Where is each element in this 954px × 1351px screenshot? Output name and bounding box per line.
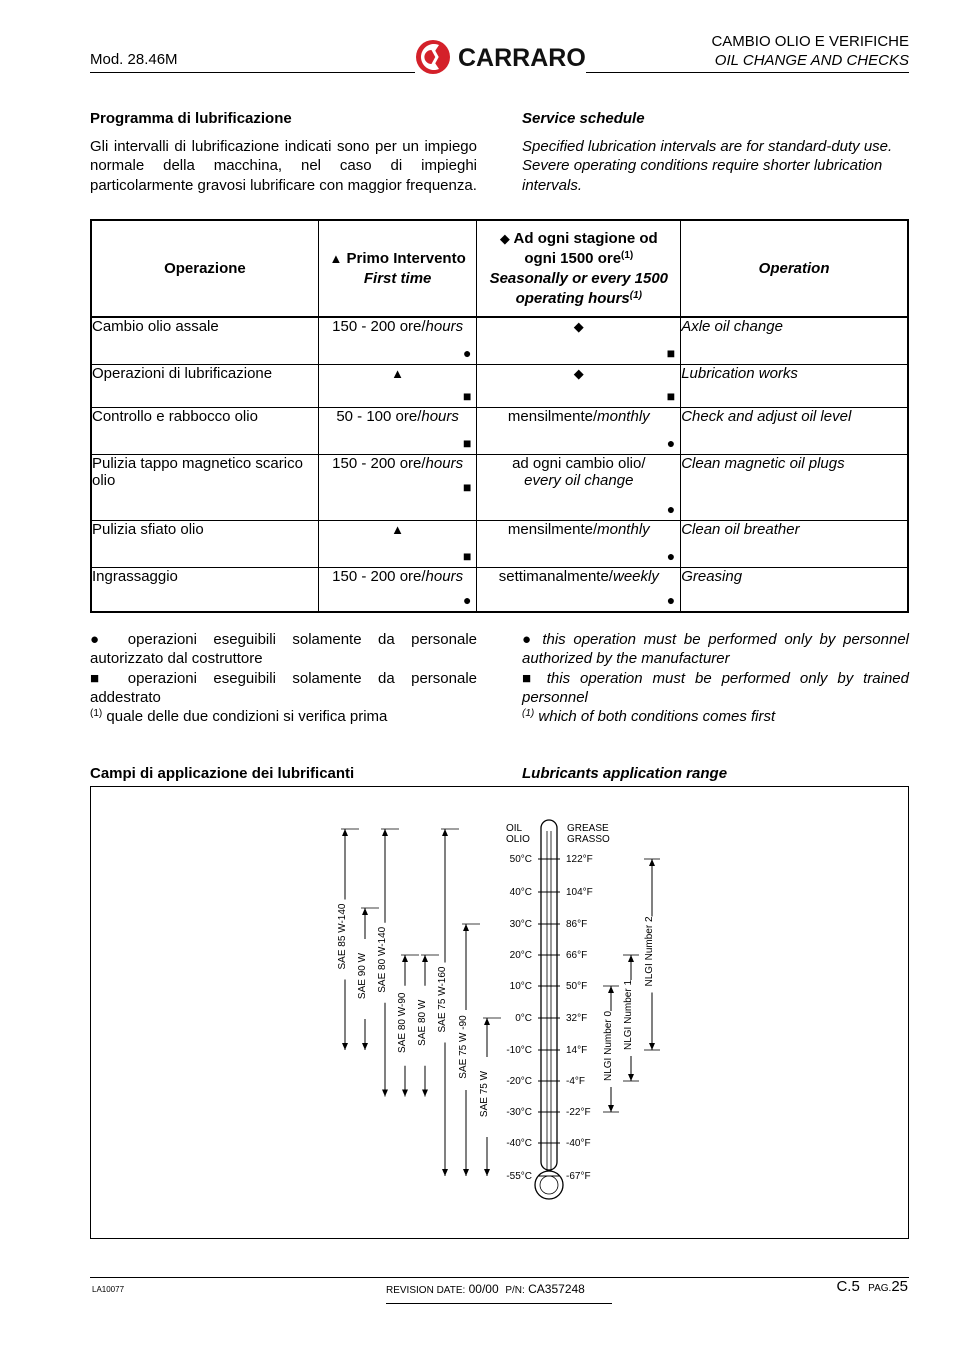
lubricants-heading-en: Lubricants application range bbox=[522, 765, 728, 782]
celsius-label: -30°C bbox=[506, 1107, 532, 1118]
celsius-label: 20°C bbox=[509, 950, 532, 961]
oil-grade-label: SAE 85 W-140 bbox=[337, 903, 348, 970]
document-code: LA10077 bbox=[92, 1285, 125, 1294]
header-title-en: OIL CHANGE AND CHECKS bbox=[714, 52, 909, 69]
first-label-en: First time bbox=[363, 269, 432, 287]
op-en-cell: Lubrication works bbox=[681, 364, 908, 407]
thermometer-bulb-inner bbox=[540, 1176, 558, 1194]
schedule-heading-it: Programma di lubrificazione bbox=[90, 110, 292, 127]
page-value: 25 bbox=[891, 1278, 908, 1295]
arrow-down-icon bbox=[402, 1090, 408, 1097]
circle-mark-icon: ● bbox=[666, 500, 676, 517]
brand-name: CARRARO bbox=[458, 44, 586, 72]
season-value-en: monthly bbox=[597, 407, 650, 425]
thermometer-tube bbox=[541, 820, 557, 1170]
season-cell bbox=[477, 407, 681, 454]
first-value-en: hours bbox=[421, 407, 459, 425]
arrow-down-icon bbox=[484, 1169, 490, 1176]
diamond-icon: ◆ bbox=[573, 365, 584, 381]
square-mark-icon: ■ bbox=[462, 547, 472, 564]
season-value: mensilmente/ bbox=[507, 407, 598, 425]
grease-label-1: GREASE bbox=[567, 823, 609, 834]
footnote-marker: (1) bbox=[621, 249, 634, 261]
footnote-marker: (1) bbox=[90, 708, 103, 720]
triangle-icon: ▲ bbox=[391, 521, 405, 537]
note-en-authorized: ● this operation must be performed only by personnel authorized by the manufacturer bbox=[522, 631, 909, 668]
first-cell bbox=[318, 454, 477, 520]
celsius-label: 50°C bbox=[509, 854, 532, 865]
op-it-cell: Cambio olio assale bbox=[91, 317, 318, 364]
first-cell bbox=[318, 317, 477, 364]
col-header-operazione bbox=[91, 220, 318, 317]
celsius-label: 40°C bbox=[509, 887, 532, 898]
grease-label-2: GRASSO bbox=[567, 834, 610, 845]
note-it-footnote bbox=[90, 707, 477, 726]
schedule-heading-en: Service schedule bbox=[522, 110, 645, 127]
footnote-marker: (1) bbox=[522, 708, 535, 720]
op-it-cell: Pulizia sfiato olio bbox=[91, 520, 318, 567]
carraro-logo bbox=[414, 36, 586, 78]
season-cell bbox=[477, 454, 681, 520]
revision-rule bbox=[386, 1303, 612, 1304]
season-value: settimanalmente/ bbox=[498, 567, 613, 585]
table-row bbox=[91, 567, 908, 612]
arrow-up-icon bbox=[382, 829, 388, 836]
lubricants-chart bbox=[91, 787, 908, 1238]
oil-grade-label: SAE 90 W bbox=[357, 952, 368, 1000]
fahrenheit-label: -22°F bbox=[566, 1107, 591, 1118]
celsius-label: 10°C bbox=[509, 981, 532, 992]
season-cell bbox=[477, 567, 681, 612]
col-header-seasonally bbox=[477, 220, 681, 317]
note-it-authorized: ● operazioni eseguibili solamente da personale autorizzato dal costruttore bbox=[90, 631, 477, 668]
fahrenheit-label: 122°F bbox=[566, 854, 593, 865]
table-row bbox=[91, 454, 908, 520]
celsius-label: -40°C bbox=[506, 1138, 532, 1149]
header-rule-right bbox=[586, 72, 909, 73]
celsius-label: -55°C bbox=[506, 1171, 532, 1182]
grease-grade-label: NLGI Number 2 bbox=[644, 916, 655, 987]
first-label-it: Primo Intervento bbox=[346, 249, 466, 267]
table-row bbox=[91, 520, 908, 567]
model-number: Mod. 28.46M bbox=[90, 51, 178, 68]
circle-mark-icon: ● bbox=[666, 592, 676, 608]
season-cell bbox=[477, 364, 681, 407]
op-en-cell: Greasing bbox=[681, 567, 908, 612]
grease-grade-label: NLGI Number 0 bbox=[603, 1010, 614, 1082]
arrow-down-icon bbox=[342, 1043, 348, 1050]
triangle-icon: ▲ bbox=[391, 365, 405, 381]
diamond-icon: ◆ bbox=[573, 319, 584, 334]
revision-info bbox=[386, 1282, 585, 1296]
revision-date-value: 00/00 bbox=[468, 1282, 499, 1296]
schedule-intro-en-1: Specified lubrication intervals are for standard-duty use. bbox=[522, 138, 893, 155]
square-mark-icon: ■ bbox=[666, 387, 676, 404]
op-it-cell: Controllo e rabbocco olio bbox=[91, 407, 318, 454]
revision-date-label: REVISION DATE: bbox=[386, 1285, 466, 1296]
season-value: ad ogni cambio olio/ bbox=[512, 454, 646, 472]
fahrenheit-label: 50°F bbox=[566, 981, 588, 992]
arrow-down-icon bbox=[422, 1090, 428, 1097]
fahrenheit-label: 66°F bbox=[566, 950, 588, 961]
page-label: PAG. bbox=[868, 1283, 892, 1294]
oil-grade-label: SAE 80 W-90 bbox=[397, 992, 408, 1053]
arrow-down-icon bbox=[628, 1074, 634, 1081]
fahrenheit-label: -4°F bbox=[566, 1076, 585, 1087]
arrow-up-icon bbox=[422, 955, 428, 962]
fahrenheit-label: 14°F bbox=[566, 1045, 588, 1056]
fahrenheit-label: -40°F bbox=[566, 1138, 591, 1149]
season-value: mensilmente/ bbox=[507, 520, 598, 538]
first-value: 50 - 100 ore/ bbox=[336, 407, 422, 425]
oil-grade-label: SAE 75 W -90 bbox=[458, 1015, 469, 1079]
schedule-intro-en-2: Severe operating conditions require shorter lubrication intervals. bbox=[522, 157, 883, 194]
triangle-icon: ▲ bbox=[329, 250, 343, 266]
page-number bbox=[836, 1278, 908, 1295]
diamond-icon: ◆ bbox=[499, 230, 510, 246]
first-cell bbox=[318, 567, 477, 612]
fahrenheit-label: 32°F bbox=[566, 1013, 588, 1024]
celsius-label: 0°C bbox=[515, 1013, 532, 1024]
oil-grade-label: SAE 80 W-140 bbox=[377, 926, 388, 993]
op-en-cell: Clean oil breather bbox=[681, 520, 908, 567]
note-it-footnote-text: quale delle due condizioni si verifica prima bbox=[102, 708, 388, 726]
season-cell bbox=[477, 317, 681, 364]
square-mark-icon: ■ bbox=[462, 478, 472, 495]
arrow-down-icon bbox=[463, 1169, 469, 1176]
col-header-first-time bbox=[318, 220, 477, 317]
table-row bbox=[91, 407, 908, 454]
arrow-up-icon bbox=[402, 955, 408, 962]
season-label-it-a: Ad ogni stagione od bbox=[513, 229, 658, 247]
first-cell bbox=[318, 520, 477, 567]
op-en-cell: Clean magnetic oil plugs bbox=[681, 454, 908, 520]
operation-label: Operation bbox=[758, 259, 830, 277]
notes-en bbox=[522, 630, 909, 726]
square-mark-icon: ■ bbox=[462, 387, 472, 404]
part-number-label: P/N: bbox=[505, 1285, 525, 1296]
arrow-up-icon bbox=[463, 924, 469, 931]
arrow-up-icon bbox=[649, 859, 655, 866]
first-value: 150 - 200 ore/ bbox=[332, 318, 426, 335]
oil-grade-label: SAE 75 W-160 bbox=[437, 966, 448, 1033]
lubricants-heading-it: Campi di applicazione dei lubrificanti bbox=[90, 765, 355, 782]
first-value-en: hours bbox=[425, 454, 464, 472]
fahrenheit-label: -67°F bbox=[566, 1171, 591, 1182]
first-value: 150 - 200 ore/ bbox=[332, 454, 426, 472]
fahrenheit-label: 86°F bbox=[566, 919, 588, 930]
season-value-en: weekly bbox=[612, 567, 659, 585]
arrow-down-icon bbox=[649, 1043, 655, 1050]
lubrication-schedule-table bbox=[90, 219, 909, 613]
table-row bbox=[91, 364, 908, 407]
lubricants-chart-frame bbox=[90, 786, 909, 1239]
season-value-en: every oil change bbox=[524, 471, 634, 489]
square-mark-icon: ■ bbox=[462, 434, 472, 451]
fahrenheit-label: 104°F bbox=[566, 887, 593, 898]
celsius-label: -10°C bbox=[506, 1045, 532, 1056]
arrow-down-icon bbox=[608, 1105, 614, 1112]
oil-label-2: OLIO bbox=[506, 834, 530, 845]
circle-mark-icon: ● bbox=[666, 547, 676, 564]
header-title-it: CAMBIO OLIO E VERIFICHE bbox=[711, 33, 909, 50]
notes-it bbox=[90, 630, 477, 726]
operazione-label: Operazione bbox=[164, 259, 246, 277]
circle-mark-icon: ● bbox=[462, 344, 472, 361]
celsius-label: 30°C bbox=[509, 919, 532, 930]
season-cell bbox=[477, 520, 681, 567]
note-it-trained: ■ operazioni eseguibili solamente da personale addestrato bbox=[90, 669, 477, 706]
arrow-up-icon bbox=[484, 1018, 490, 1025]
first-cell bbox=[318, 407, 477, 454]
note-en-footnote bbox=[522, 707, 909, 726]
op-it-cell: Ingrassaggio bbox=[91, 567, 318, 612]
arrow-up-icon bbox=[608, 986, 614, 993]
square-mark-icon: ■ bbox=[666, 344, 676, 361]
grease-grade-label: NLGI Number 1 bbox=[623, 979, 634, 1051]
arrow-up-icon bbox=[442, 829, 448, 836]
oil-label-1: OIL bbox=[506, 823, 523, 834]
op-en-cell: Check and adjust oil level bbox=[681, 407, 908, 454]
arrow-up-icon bbox=[342, 829, 348, 836]
season-label-it-b: ogni 1500 ore bbox=[524, 249, 622, 267]
part-number-value: CA357248 bbox=[528, 1282, 585, 1296]
arrow-down-icon bbox=[442, 1169, 448, 1176]
first-value: 150 - 200 ore/ bbox=[332, 567, 426, 585]
season-value-en: monthly bbox=[597, 520, 650, 538]
arrow-up-icon bbox=[628, 955, 634, 962]
first-value-en: hours bbox=[425, 567, 464, 585]
op-it-cell: Pulizia tappo magnetico scarico olio bbox=[91, 454, 318, 520]
season-label-en-b: operating hours bbox=[515, 289, 630, 307]
table-row bbox=[91, 317, 908, 364]
arrow-up-icon bbox=[362, 908, 368, 915]
first-value-en: hours bbox=[425, 318, 464, 335]
col-header-operation bbox=[681, 220, 908, 317]
arrow-down-icon bbox=[382, 1090, 388, 1097]
note-en-footnote-text: which of both conditions comes first bbox=[534, 708, 776, 726]
schedule-intro-it: Gli intervalli di lubrificazione indicati sono per un impiego normale della macchina, nel caso di impieghi particolarmente gravosi lubrificare con maggior frequenza. bbox=[90, 138, 477, 194]
schedule-intro-en bbox=[522, 137, 909, 195]
arrow-down-icon bbox=[362, 1043, 368, 1050]
header-rule-left bbox=[90, 72, 415, 73]
op-it-cell: Operazioni di lubrificazione bbox=[91, 364, 318, 407]
season-label-en-a: Seasonally or every 1500 bbox=[489, 269, 669, 287]
footnote-marker-en: (1) bbox=[629, 289, 642, 301]
note-en-trained: ■ this operation must be performed only by trained personnel bbox=[522, 669, 909, 706]
oil-grade-label: SAE 80 W bbox=[417, 999, 428, 1046]
footer-rule bbox=[90, 1277, 909, 1278]
first-cell bbox=[318, 364, 477, 407]
circle-mark-icon: ● bbox=[462, 592, 472, 608]
table-header-row bbox=[91, 220, 908, 317]
celsius-label: -20°C bbox=[506, 1076, 532, 1087]
circle-mark-icon: ● bbox=[666, 434, 676, 451]
oil-grade-label: SAE 75 W bbox=[479, 1070, 490, 1118]
op-en-cell: Axle oil change bbox=[681, 317, 908, 364]
section-number: C.5 bbox=[836, 1278, 860, 1295]
